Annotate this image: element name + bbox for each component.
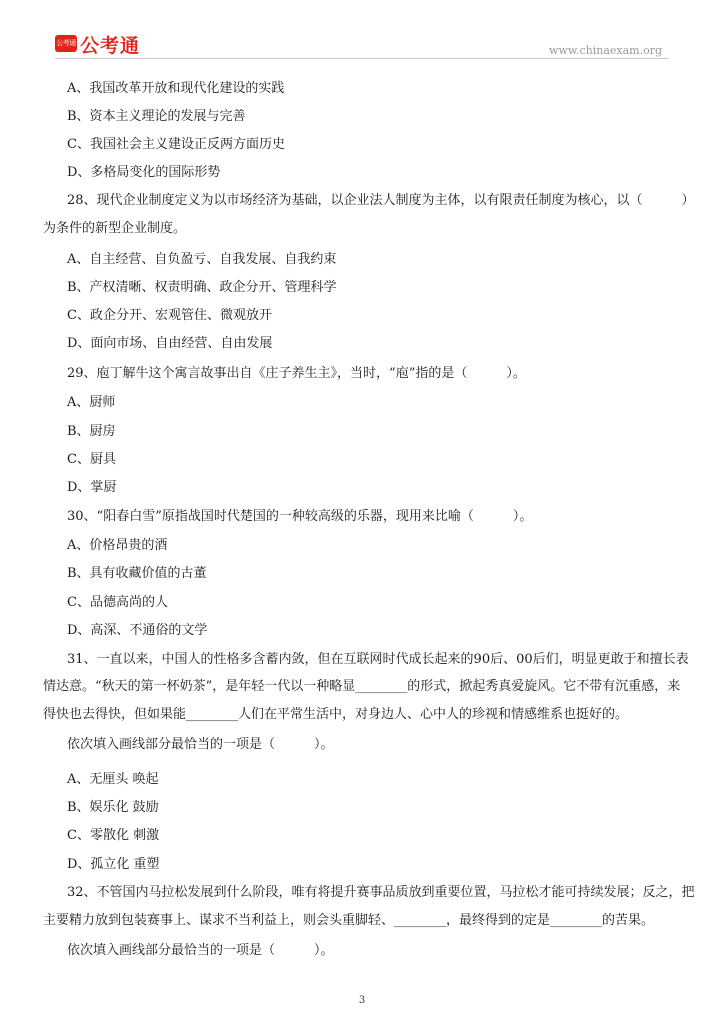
q30-option-c: C、品德高尚的人 [67,595,168,610]
q30-option-a: A、价格昂贵的酒 [67,538,168,553]
q28-option-c: C、政企分开、宏观管住、微观放开 [67,308,272,323]
q29-stem: 29、庖丁解牛这个寓言故事出自《庄子养生主》，当时，“庖”指的是（ ）。 [67,366,526,381]
page-number: 3 [358,995,366,1006]
q29-option-d: D、掌厨 [67,480,117,495]
logo-badge: 公考通 [55,35,77,52]
q32-stem-line-2: 主要精力放到包装赛事上、谋求不当利益上，则会头重脚轻、________，最终得到的定是________的苦果。 [43,913,655,928]
q29-option-c: C、厨具 [67,452,116,467]
q27-option-d: D、多格局变化的国际形势 [67,165,221,180]
q31-option-c: C、零散化 刺激 [67,828,160,843]
site-url: www.chinaexam.org [549,44,662,57]
q31-option-d: D、孤立化 重塑 [67,857,160,872]
q27-option-a: A、我国改革开放和现代化建设的实践 [67,81,285,96]
q31-instruction: 依次填入画线部分最恰当的一项是（ ）。 [67,737,334,752]
q28-option-a: A、自主经营、自负盈亏、自我发展、自我约束 [67,252,337,267]
q31-stem-line-2: 情达意。“秋天的第一杯奶茶”，是年轻一代以一种略显________的形式，掀起秀真爱旋风。它不带有沉重感，来 [43,679,681,694]
q31-stem-line-1: 31、一直以来，中国人的性格多含蓄内敛，但在互联网时代成长起来的90后、00后们，明显更敢于和擅长表 [67,652,689,667]
q28-option-d: D、面向市场、自由经营、自由发展 [67,336,273,351]
q31-stem-line-3: 得快也去得快，但如果能________人们在平常生活中，对身边人、心中人的珍视和情感维系也挺好的。 [43,707,629,722]
q29-option-b: B、厨房 [67,424,116,439]
q32-instruction: 依次填入画线部分最恰当的一项是（ ）。 [67,943,334,958]
q31-option-b: B、娱乐化 鼓励 [67,800,159,815]
logo-text: 公考通 [80,35,141,57]
q30-stem: 30、“阳春白雪”原指战国时代楚国的一种较高级的乐器，现用来比喻（ ）。 [67,509,533,524]
q32-stem-line-1: 32、不管国内马拉松发展到什么阶段，唯有将提升赛事品质放到重要位置，马拉松才能可持续发展；反之，把 [67,885,695,900]
q28-stem-line-2: 为条件的新型企业制度。 [43,221,187,236]
q29-option-a: A、厨师 [67,395,116,410]
q30-option-d: D、高深、不通俗的文学 [67,623,208,638]
q30-option-b: B、具有收藏价值的古董 [67,566,207,581]
q28-option-b: B、产权清晰、权责明确、政企分开、管理科学 [67,280,337,295]
q31-option-a: A、无厘头 唤起 [67,772,159,787]
q27-option-b: B、资本主义理论的发展与完善 [67,109,246,124]
q28-stem-line-1: 28、现代企业制度定义为以市场经济为基础，以企业法人制度为主体，以有限责任制度为核心，以（ ） [67,193,695,208]
q27-option-c: C、我国社会主义建设正反两方面历史 [67,137,285,152]
